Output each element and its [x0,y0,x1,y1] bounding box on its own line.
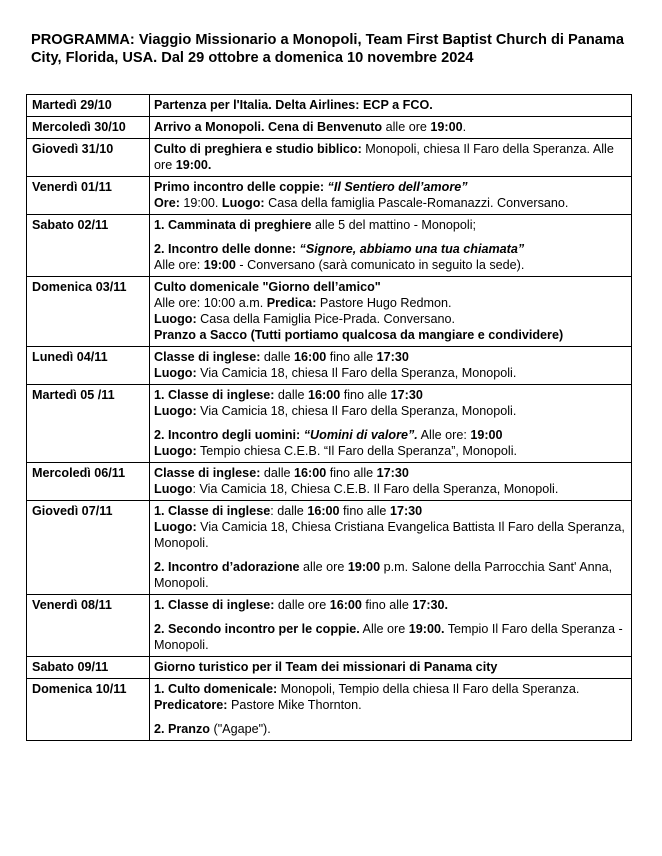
activity-line [154,179,627,195]
activity-cell [150,95,632,117]
activity-cell [150,385,632,463]
activity-line [154,349,627,365]
text-segment: Tempio Il Faro della Speranza - Monopoli. [154,622,623,652]
text-segment: Giorno turistico per il Team dei missionari di Panama city [154,660,498,674]
text-segment: Culto di preghiera e studio biblico: [154,142,362,156]
schedule-row [27,501,632,595]
text-segment: dalle [260,466,294,480]
activity-block [154,349,627,381]
text-segment: Primo incontro delle coppie: [154,180,328,194]
text-segment: 19:00 [347,560,381,574]
text-segment: 19:00 [203,258,236,272]
text-segment: Alle ore: 10:00 a.m. [154,296,267,310]
text-segment: dalle ore [274,598,330,612]
schedule-body [27,95,632,741]
schedule-row [27,679,632,741]
activity-cell [150,679,632,741]
activity-line [154,559,627,591]
text-segment: alle ore [299,560,348,574]
text-segment: fino alle [326,350,377,364]
text-segment: 17:30 [390,388,423,402]
text-segment: Via Camicia 18, chiesa Il Faro della Speranza, Monopoli. [196,404,517,418]
day-cell: Mercoledì 06/11 [27,463,150,501]
activity-line [154,365,627,381]
text-segment: p.m. Salone della Parrocchia Sant' Anna, Monopoli. [154,560,613,590]
text-segment: Classe di inglese: [154,466,261,480]
activity-line [154,621,627,653]
activity-cell [150,463,632,501]
text-segment: : Via Camicia 18, Chiesa C.E.B. Il Faro della Speranza, Monopoli. [192,482,559,496]
activity-block [154,681,627,713]
text-segment: alle 5 del mattino - Monopoli; [311,218,476,232]
activity-line [154,279,627,295]
text-segment: 16:00 [329,598,362,612]
text-segment: 1. Culto domenicale: [154,682,278,696]
activity-line [154,97,627,113]
activity-line [154,519,627,551]
day-cell: Venerdì 08/11 [27,595,150,657]
activity-cell [150,177,632,215]
activity-cell [150,657,632,679]
text-segment: fino alle [339,504,390,518]
text-segment: “Signore, abbiamo una tua chiamata” [299,242,525,256]
activity-line [154,217,627,233]
activity-line [154,481,627,497]
text-segment: Via Camicia 18, chiesa Il Faro della Speranza, Monopoli. [196,366,517,380]
text-segment: fino alle [326,466,377,480]
text-segment: . [462,120,467,134]
text-segment: 16:00 [308,388,341,402]
schedule-row [27,95,632,117]
schedule-row [27,385,632,463]
text-segment: Via Camicia 18, Chiesa Cristiana Evangelica Battista Il Faro della Speranza, Monopoli. [154,520,625,550]
text-segment: - Conversano (sarà comunicato in seguito la sede). [235,258,525,272]
text-segment: Predicatore: [154,698,228,712]
activity-cell [150,501,632,595]
schedule-row [27,657,632,679]
day-cell: Giovedì 31/10 [27,139,150,177]
text-segment: Luogo: [154,312,197,326]
text-segment: 1. Classe di inglese [154,504,271,518]
schedule-table [26,94,632,741]
activity-line [154,311,627,327]
activity-cell [150,139,632,177]
text-segment: ("Agape"). [210,722,271,736]
text-segment: 19:00 [430,120,463,134]
day-cell: Sabato 02/11 [27,215,150,277]
day-cell: Martedì 05 /11 [27,385,150,463]
text-segment: Luogo: [221,196,265,210]
activity-cell [150,595,632,657]
schedule-row [27,117,632,139]
text-segment: Alle ore: [417,428,471,442]
text-segment: alle ore [382,120,431,134]
activity-line [154,465,627,481]
day-cell: Domenica 10/11 [27,679,150,741]
text-segment: Luogo: [154,444,197,458]
activity-block [154,721,627,737]
activity-line [154,119,627,135]
activity-line [154,443,627,459]
text-segment: dalle [274,388,309,402]
text-segment: “Il Sentiero dell’amore” [327,180,468,194]
day-cell: Domenica 03/11 [27,277,150,347]
text-segment: 2. Incontro d’adorazione [154,560,300,574]
text-segment: Casa della famiglia Pascale-Romanazzi. Conversano. [264,196,569,210]
activity-line [154,721,627,737]
text-segment: fino alle [361,598,413,612]
activity-line [154,659,627,675]
activity-block [154,387,627,419]
activity-block [154,597,627,613]
activity-cell [150,277,632,347]
day-cell: Giovedì 07/11 [27,501,150,595]
text-segment: Predica: [266,296,317,310]
schedule-row [27,347,632,385]
activity-block [154,141,627,173]
document-title: PROGRAMMA: Viaggio Missionario a Monopoli, Team First Baptist Church di Panama City, Florida, USA. Dal 29 ottobre a domenica 10 novembre 2024 [31,32,624,66]
activity-line [154,597,627,613]
text-segment: 1. Classe di inglese: [154,598,275,612]
text-segment: 17:30. [412,598,449,612]
text-segment: 2. Incontro delle donne: [154,242,300,256]
text-segment: Alle ore: [154,258,204,272]
activity-line [154,241,627,257]
text-segment: 17:30 [389,504,423,518]
text-segment: dalle [260,350,294,364]
text-segment: 1. Classe di inglese: [154,388,275,402]
text-segment: Casa della Famiglia Pice-Prada. Conversano. [196,312,455,326]
text-segment: 19:00. [175,158,212,172]
text-segment: Arrivo a Monopoli. Cena di Benvenuto [154,120,383,134]
schedule-row [27,215,632,277]
day-cell: Martedì 29/10 [27,95,150,117]
text-segment: Luogo: [154,520,197,534]
text-segment: 19:00 [470,428,503,442]
text-segment: Classe di inglese: [154,350,261,364]
day-cell: Sabato 09/11 [27,657,150,679]
text-segment: Partenza per l'Italia. Delta Airlines: ECP a FCO. [154,98,433,112]
text-segment: fino alle [340,388,391,402]
text-segment: 2. Pranzo [154,722,210,736]
text-segment: 16:00 [307,504,340,518]
text-segment: Luogo: [154,404,197,418]
activity-cell [150,215,632,277]
text-segment: 19:00. [408,622,445,636]
text-segment: 16:00 [294,466,327,480]
activity-block [154,659,627,675]
activity-cell [150,347,632,385]
activity-line [154,295,627,311]
activity-line [154,387,627,403]
activity-cell [150,117,632,139]
activity-block [154,119,627,135]
text-segment: 2. Incontro degli uomini: [154,428,304,442]
text-segment: 16:00 [294,350,327,364]
text-segment: 17:30 [376,466,409,480]
day-cell: Mercoledì 30/10 [27,117,150,139]
activity-line [154,403,627,419]
text-segment: Alle ore [359,622,409,636]
text-segment: Monopoli, Tempio della chiesa Il Faro della Speranza. [277,682,580,696]
text-segment: Luogo: [154,366,197,380]
text-segment: Pranzo a Sacco (Tutti portiamo qualcosa da mangiare e condividere) [154,328,564,342]
text-segment: 19:00. [179,196,222,210]
schedule-row [27,463,632,501]
activity-line [154,195,627,211]
schedule-row [27,595,632,657]
activity-block [154,559,627,591]
activity-line [154,427,627,443]
activity-block [154,279,627,343]
text-segment: Pastore Hugo Redmon. [316,296,452,310]
activity-block [154,217,627,233]
text-segment: 17:30 [376,350,409,364]
activity-block [154,179,627,211]
text-segment: Culto domenicale "Giorno dell’amico" [154,280,381,294]
activity-block [154,97,627,113]
text-segment: “Uomini di valore”. [303,428,418,442]
text-segment: Monopoli, chiesa Il Faro della Speranza. Alle ore [154,142,614,172]
activity-block [154,503,627,551]
activity-block [154,465,627,497]
activity-line [154,141,627,173]
activity-block [154,241,627,273]
schedule-row [27,277,632,347]
activity-line [154,327,627,343]
text-segment: Ore: [154,196,180,210]
schedule-row [27,139,632,177]
text-segment: Luogo [154,482,193,496]
activity-line [154,681,627,713]
schedule-row [27,177,632,215]
activity-block [154,427,627,459]
day-cell: Lunedì 04/11 [27,347,150,385]
activity-line [154,257,627,273]
activity-line [154,503,627,519]
text-segment: Tempio chiesa C.E.B. “Il Faro della Speranza”, Monopoli. [196,444,518,458]
text-segment: 2. Secondo incontro per le coppie. [154,622,360,636]
text-segment: : dalle [270,504,308,518]
text-segment: Pastore Mike Thornton. [227,698,362,712]
activity-block [154,621,627,653]
text-segment: 1. Camminata di preghiere [154,218,312,232]
day-cell: Venerdì 01/11 [27,177,150,215]
